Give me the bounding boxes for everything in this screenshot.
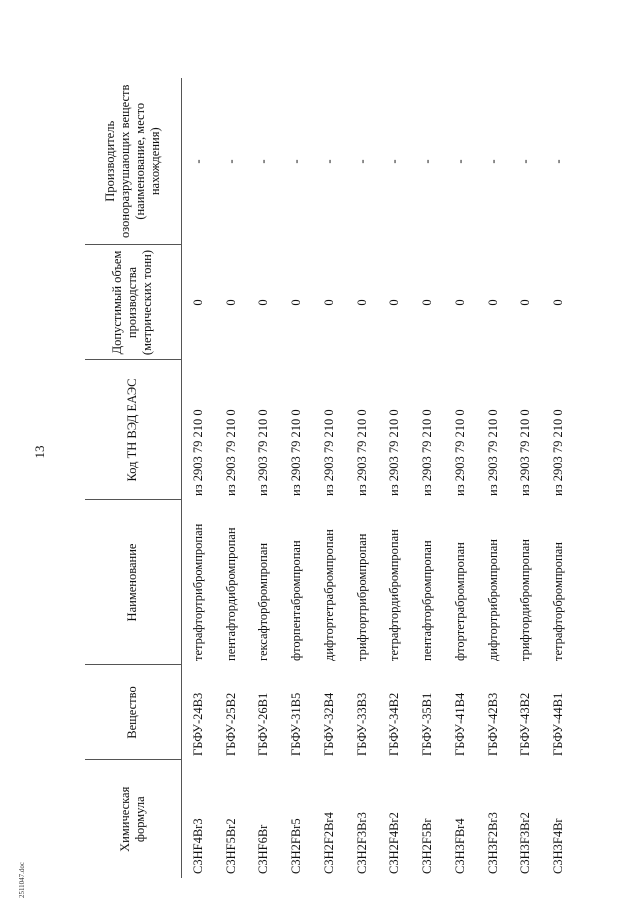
cell-producer: - (190, 159, 205, 164)
cell-volume: 0 (223, 299, 238, 306)
cell-volume: 0 (190, 299, 205, 306)
cell-substance: ГБФУ-41B4 (452, 692, 467, 756)
cell-name: тетрафтортрибромпропан (190, 523, 205, 661)
cell-formula: C3H3F4Br (551, 818, 566, 874)
cell-code: из 2903 79 210 0 (518, 409, 533, 496)
cell-name: пентафторбромпропан (420, 540, 435, 661)
cell-producer: - (518, 159, 533, 164)
table-row (313, 78, 346, 878)
cell-substance: ГБФУ-35B1 (420, 692, 435, 756)
cell-formula: C3H3F2Br3 (485, 812, 500, 874)
cell-code: из 2903 79 210 0 (289, 409, 304, 496)
cell-producer: - (452, 159, 467, 164)
table-row (181, 78, 215, 878)
cell-producer: - (223, 159, 238, 164)
cell-substance: ГБФУ-31B5 (289, 692, 304, 756)
cell-name: пентафтордибромпропан (223, 527, 238, 661)
table-row (477, 78, 510, 878)
cell-code: из 2903 79 210 0 (387, 409, 402, 496)
cell-formula: C3HF5Br2 (223, 818, 238, 874)
cell-code: из 2903 79 210 0 (420, 409, 435, 496)
cell-substance: ГБФУ-42B3 (485, 692, 500, 756)
cell-producer: - (485, 159, 500, 164)
cell-producer: - (321, 159, 336, 164)
table-header-row (85, 78, 181, 878)
cell-volume: 0 (256, 299, 271, 306)
cell-volume: 0 (452, 299, 467, 306)
cell-volume: 0 (387, 299, 402, 306)
table-row (411, 78, 444, 878)
cell-name: дифтортетрабромпропан (321, 529, 336, 661)
cell-code: из 2903 79 210 0 (485, 409, 500, 496)
cell-producer: - (551, 159, 566, 164)
cell-producer: - (289, 159, 304, 164)
cell-code: из 2903 79 210 0 (256, 409, 271, 496)
cell-name: фтортетрабромпропан (452, 542, 467, 661)
cell-volume: 0 (518, 299, 533, 306)
ozone-substances-table (85, 78, 575, 878)
cell-name: трифтортрибромпропан (354, 533, 369, 661)
cell-substance: ГБФУ-26B1 (256, 692, 271, 756)
cell-volume: 0 (289, 299, 304, 306)
cell-formula: C3HF4Br3 (190, 818, 205, 874)
table-row (542, 78, 575, 878)
cell-code: из 2903 79 210 0 (190, 409, 205, 496)
cell-substance: ГБФУ-24B3 (190, 692, 205, 756)
cell-formula: C3H2F5Br (420, 818, 435, 874)
cell-code: из 2903 79 210 0 (321, 409, 336, 496)
cell-producer: - (256, 159, 271, 164)
cell-code: из 2903 79 210 0 (551, 409, 566, 496)
cell-formula: C3H2F4Br2 (387, 812, 402, 874)
table-body (181, 78, 575, 878)
header-volume: Допустимый объем производства (метрических тонн) (85, 245, 181, 360)
cell-formula: C3H2FBr5 (289, 818, 304, 874)
cell-formula: C3H2F3Br3 (354, 812, 369, 874)
cell-name: тетрафтордибромпропан (387, 529, 402, 661)
cell-substance: ГБФУ-32B4 (321, 692, 336, 756)
table-row (215, 78, 248, 878)
cell-producer: - (387, 159, 402, 164)
cell-producer: - (354, 159, 369, 164)
page-number: 13 (32, 445, 47, 459)
cell-formula: C3HF6Br (256, 824, 271, 874)
cell-formula: C3H2F2Br4 (321, 812, 336, 874)
cell-code: из 2903 79 210 0 (223, 409, 238, 496)
cell-substance: ГБФУ-44B1 (551, 692, 566, 756)
cell-volume: 0 (321, 299, 336, 306)
rotated-table-container (85, 78, 575, 878)
cell-volume: 0 (354, 299, 369, 306)
footer-filename: 2511047.doc (18, 861, 26, 899)
cell-substance: ГБФУ-25B2 (223, 692, 238, 756)
cell-formula: C3H3FBr4 (452, 818, 467, 874)
cell-substance: ГБФУ-43B2 (518, 692, 533, 756)
cell-producer: - (420, 159, 435, 164)
table-row (280, 78, 313, 878)
header-formula: Химическая формула (85, 760, 181, 878)
cell-code: из 2903 79 210 0 (354, 409, 369, 496)
table-row (248, 78, 281, 878)
table-row (346, 78, 379, 878)
cell-name: дифтортрибромпропан (485, 539, 500, 661)
cell-name: тетрафторбромпропан (551, 542, 566, 661)
header-code: Код ТН ВЭД ЕАЭС (85, 360, 181, 500)
cell-volume: 0 (485, 299, 500, 306)
header-name: Наименование (85, 500, 181, 665)
cell-formula: C3H3F3Br2 (518, 812, 533, 874)
header-substance: Вещество (85, 665, 181, 760)
header-producer: Производитель озоноразрушающих веществ (наименование, место нахождения) (85, 78, 181, 245)
table-row (379, 78, 412, 878)
cell-substance: ГБФУ-33B3 (354, 692, 369, 756)
table-row (444, 78, 477, 878)
cell-name: гексафторбромпропан (256, 542, 271, 661)
cell-volume: 0 (420, 299, 435, 306)
cell-substance: ГБФУ-34B2 (387, 692, 402, 756)
cell-volume: 0 (551, 299, 566, 306)
cell-code: из 2903 79 210 0 (452, 409, 467, 496)
cell-name: трифтордибромпропан (518, 539, 533, 661)
cell-name: фторпентабромпропан (289, 540, 304, 661)
table-row (509, 78, 542, 878)
